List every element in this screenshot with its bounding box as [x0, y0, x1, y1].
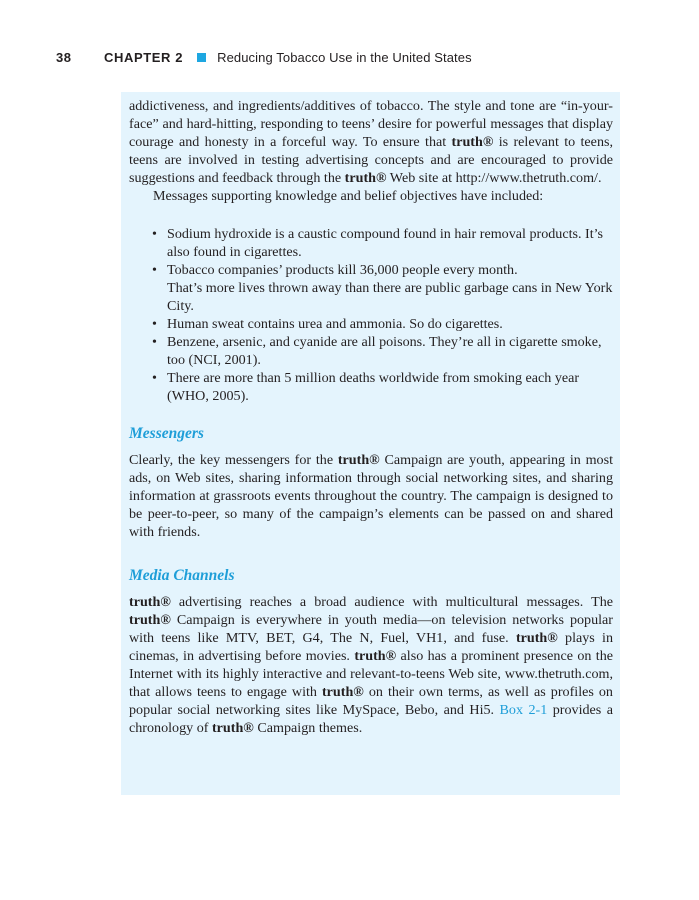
truth-brand: truth® [451, 134, 494, 150]
intro-text-3: Web site at http://www.thetruth.com/. [386, 170, 602, 186]
section-heading-media-channels: Media Channels [129, 567, 235, 584]
list-item-continuation-text: That’s more lives thrown away than there are public garbage cans in New York City. [167, 280, 613, 314]
truth-brand: truth® [337, 452, 380, 468]
media-paragraph [129, 593, 613, 737]
intro-text-2: is relevant to teens, teens are involved in testing advertising concepts and are encouraged to provide suggestions and feedback through the [129, 134, 613, 186]
media-text-2: Campaign is everywhere in youth media—on television networks popular with teens like MTV, BET, G4, The N, Fuel, VH1, and fuse. [129, 612, 613, 646]
media-text-3: plays in cinemas, in advertising before movies. [129, 630, 614, 664]
truth-brand: truth® [515, 630, 558, 646]
media-text-4: also has a prominent presence on the Internet with its highly interactive and relevant-to-teens Web site, www.thetruth.com, that allows teens to engage with [129, 648, 613, 700]
truth-brand: truth® [129, 594, 171, 610]
box-2-1-link[interactable]: Box 2-1 [499, 702, 548, 718]
truth-brand: truth® [344, 170, 387, 186]
list-item-continuation [129, 279, 613, 315]
messages-intro: Messages supporting knowledge and belief objectives have included: [153, 188, 544, 204]
media-text-1: advertising reaches a broad audience with multicultural messages. The [170, 594, 613, 610]
running-header [56, 47, 656, 67]
list-item: • Benzene, arsenic, and cyanide are all poisons. They’re all in cigarette smoke, too (NCI, 2001). [129, 333, 613, 369]
section-heading-messengers: Messengers [129, 425, 204, 442]
media-text-7: Campaign themes. [253, 720, 363, 736]
messages-list [129, 225, 613, 405]
list-item: • There are more than 5 million deaths worldwide from smoking each year (WHO, 2005). [129, 369, 613, 405]
chapter-label: CHAPTER 2 [104, 49, 184, 65]
messengers-text-1: Clearly, the key messengers for the [129, 452, 338, 468]
intro-text-1: addictiveness, and ingredients/additives of tobacco. The style and tone are “in-your-face” and hard-hitting, responding to teens’ desire for powerful messages that display courage and honesty in a forceful way. To ensure that [129, 98, 613, 150]
truth-brand: truth® [129, 612, 171, 628]
chapter-title: Reducing Tobacco Use in the United States [217, 49, 472, 65]
page-number: 38 [56, 49, 72, 65]
box-content [129, 97, 613, 737]
list-item: • Human sweat contains urea and ammonia. So do cigarettes. [129, 315, 613, 333]
list-item: • Tobacco companies’ products kill 36,000 people every month. [129, 261, 613, 279]
messengers-text-2: Campaign are youth, appearing in most ads, on Web sites, sharing information through social networking sites, and sharing information at grassroots events throughout the country. The campaign is designed to be peer-to-peer, so many of the campaign’s elements can be passed on and shared with friends. [129, 452, 613, 540]
truth-brand: truth® [211, 720, 254, 736]
media-text-6: provides a chronology of [129, 702, 614, 736]
list-item: • Sodium hydroxide is a caustic compound found in hair removal products. It’s also found in cigarettes. [129, 225, 613, 261]
square-separator-icon [197, 53, 206, 62]
truth-brand: truth® [321, 684, 364, 700]
messengers-paragraph [129, 451, 613, 541]
intro-paragraph [129, 97, 613, 187]
media-text-5: on their own terms, as well as profiles on popular social networking sites like MySpace, Bebo, and Hi5. [129, 684, 613, 718]
truth-brand: truth® [354, 648, 397, 664]
